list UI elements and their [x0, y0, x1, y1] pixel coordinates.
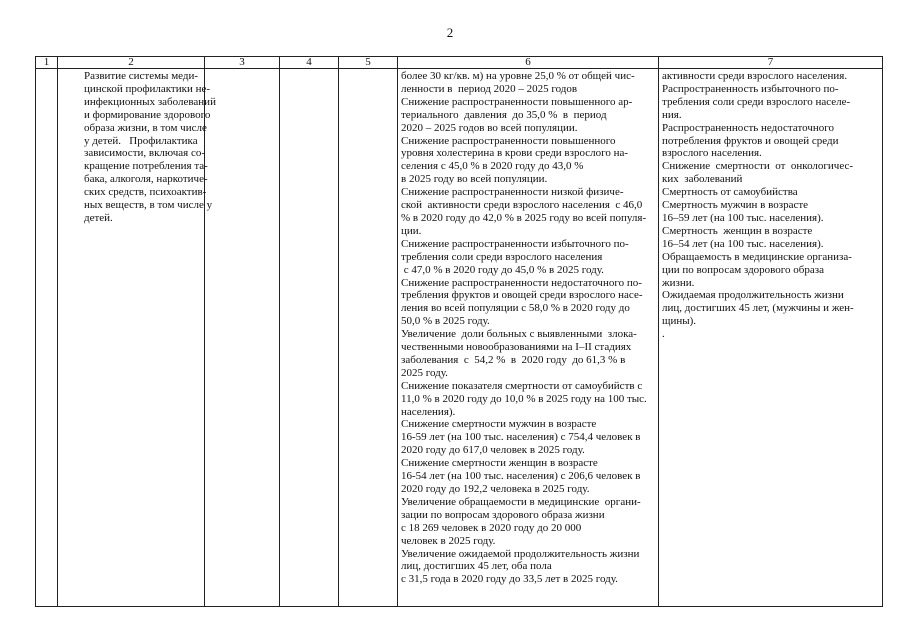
- target-line: Снижение показателя смертности от самоубийств с: [401, 379, 643, 392]
- indicator-line: Смертность от самоубийства: [662, 186, 798, 199]
- header-col-2: 2: [58, 57, 205, 69]
- indicator-line: Смертность мужчин в возрасте: [662, 199, 809, 212]
- target-line: с 47,0 % в 2020 году до 45,0 % в 2025 году.: [401, 263, 604, 276]
- program-name-line: бака, алкоголя, наркотиче-: [84, 173, 208, 186]
- header-col-3: 3: [205, 57, 280, 69]
- target-line: чественными новообразованиями на I–II стадиях: [401, 341, 632, 354]
- header-col-1: 1: [36, 57, 58, 69]
- indicator-line: Распространенность избыточного по-: [662, 82, 839, 95]
- cell-col-4: [280, 69, 339, 607]
- program-name-line: у детей. Профилактика: [84, 134, 198, 147]
- program-name-line: детей.: [84, 211, 113, 224]
- target-line: с 18 269 человек в 2020 году до 20 000: [401, 521, 582, 534]
- target-line: 16-54 лет (на 100 тыс. населения) с 206,6 человек в: [401, 470, 641, 483]
- cell-col-1: [36, 69, 58, 607]
- indicator-line: Ожидаемая продолжительность жизни: [662, 289, 844, 302]
- indicator-line: ции по вопросам здорового образа: [662, 263, 824, 276]
- target-line: териального давления до 35,0 % в период: [401, 108, 607, 121]
- indicator-line: потребления фруктов и овощей среди: [662, 134, 839, 147]
- indicator-line: лиц, достигших 45 лет, (мужчины и жен-: [662, 302, 854, 315]
- program-name-line: цинской профилактики не-: [84, 82, 211, 95]
- page-number: 2: [446, 25, 454, 40]
- program-name-line: ных веществ, в том числе у: [84, 199, 213, 212]
- cell-indicators: [659, 69, 883, 607]
- target-line: ской активности среди взрослого населения с 46,0: [401, 199, 643, 212]
- target-line: населения).: [401, 405, 456, 418]
- target-line: Увеличение ожидаемой продолжительность жизни: [401, 547, 640, 560]
- target-line: Увеличение доли больных с выявленными злока-: [401, 328, 637, 341]
- header-col-7: 7: [659, 57, 883, 69]
- target-line: % в 2020 году до 42,0 % в 2025 году во всей популя-: [401, 211, 647, 224]
- target-line: ленности в период 2020 – 2025 годов: [401, 82, 578, 95]
- program-name-line: Развитие системы меди-: [84, 70, 199, 82]
- measures-table: [35, 56, 883, 607]
- indicator-line: жизни.: [662, 276, 695, 289]
- target-line: 2025 году.: [401, 366, 448, 379]
- table-row: [36, 69, 883, 607]
- program-name-line: кращение потребления та-: [84, 160, 208, 173]
- target-line: требления фруктов и овощей среди взрослого насе-: [401, 289, 643, 302]
- cell-program-name: [58, 69, 216, 607]
- target-line: более 30 кг/кв. м) на уровне 25,0 % от общей чис-: [401, 70, 635, 82]
- target-line: ления во всей популяции с 58,0 % в 2020 году до: [401, 302, 630, 315]
- header-row: [36, 57, 883, 69]
- cell-col-5: [339, 69, 398, 607]
- indicator-line: требления соли среди взрослого населе-: [662, 95, 851, 108]
- indicator-line: .: [662, 328, 665, 341]
- indicator-line: ния.: [662, 108, 682, 121]
- target-line: Снижение распространенности недостаточного по-: [401, 276, 642, 289]
- indicator-line: Распространенность недостаточного: [662, 121, 834, 134]
- program-name-line: зависимости, включая со-: [84, 147, 205, 160]
- target-line: 16-59 лет (на 100 тыс. населения) с 754,4 человек в: [401, 431, 641, 444]
- indicator-line: Снижение смертности от онкологичес-: [662, 160, 854, 173]
- header-col-6: 6: [398, 57, 659, 69]
- target-line: человек в 2025 году.: [401, 534, 496, 547]
- header-col-4: 4: [280, 57, 339, 69]
- target-line: зации по вопросам здорового образа жизни: [401, 508, 605, 521]
- target-line: заболевания с 54,2 % в 2020 году до 61,3 % в: [401, 353, 626, 366]
- targets-text: [401, 70, 655, 586]
- target-line: с 31,5 года в 2020 году до 33,5 лет в 2025 году.: [401, 573, 618, 586]
- target-line: 11,0 % в 2020 году до 10,0 % в 2025 году на 100 тыс.: [401, 392, 647, 405]
- target-line: 2020 году до 617,0 человек в 2025 году.: [401, 444, 585, 457]
- program-name-line: ских средств, психоактив-: [84, 186, 207, 199]
- program-name-line: образа жизни, в том числе: [84, 121, 207, 134]
- target-line: 50,0 % в 2025 году.: [401, 315, 490, 328]
- program-name-line: и формирование здорового: [84, 108, 211, 121]
- target-line: уровня холестерина в крови среди взрослого на-: [401, 147, 629, 160]
- target-line: Снижение смертности женщин в возрасте: [401, 457, 598, 470]
- indicators-text: [662, 70, 879, 341]
- target-line: Снижение распространенности повышенного ар-: [401, 95, 633, 108]
- target-line: ции.: [401, 224, 422, 237]
- target-line: Снижение распространенности избыточного по-: [401, 237, 629, 250]
- program-name-line: инфекционных заболеваний: [84, 95, 216, 108]
- target-line: Увеличение обращаемости в медицинские органи-: [401, 495, 641, 508]
- target-line: 2020 – 2025 годов во всей популяции.: [401, 121, 578, 134]
- cell-targets: [398, 69, 659, 607]
- target-line: Снижение распространенности повышенного: [401, 134, 616, 147]
- indicator-line: ких заболеваний: [662, 173, 743, 186]
- indicator-line: 16–59 лет (на 100 тыс. населения).: [662, 211, 824, 224]
- target-line: селения с 45,0 % в 2020 году до 43,0 %: [401, 160, 584, 173]
- target-line: 2020 году до 192,2 человека в 2025 году.: [401, 483, 590, 495]
- indicator-line: Смертность женщин в возрасте: [662, 224, 813, 237]
- target-line: требления соли среди взрослого населения: [401, 250, 603, 263]
- indicator-line: Обращаемость в медицинские организа-: [662, 250, 852, 263]
- indicator-line: взрослого населения.: [662, 147, 762, 160]
- indicator-line: щины).: [662, 315, 697, 328]
- target-line: Снижение смертности мужчин в возрасте: [401, 418, 597, 431]
- target-line: Снижение распространенности низкой физиче-: [401, 186, 624, 199]
- program-name-text: [84, 70, 216, 225]
- indicator-line: активности среди взрослого населения.: [662, 70, 848, 82]
- target-line: лиц, достигших 45 лет, оба пола: [401, 560, 552, 573]
- indicator-line: 16–54 лет (на 100 тыс. населения).: [662, 237, 824, 250]
- cell-col-3: [205, 69, 280, 607]
- header-col-5: 5: [339, 57, 398, 69]
- target-line: в 2025 году во всей популяции.: [401, 173, 548, 186]
